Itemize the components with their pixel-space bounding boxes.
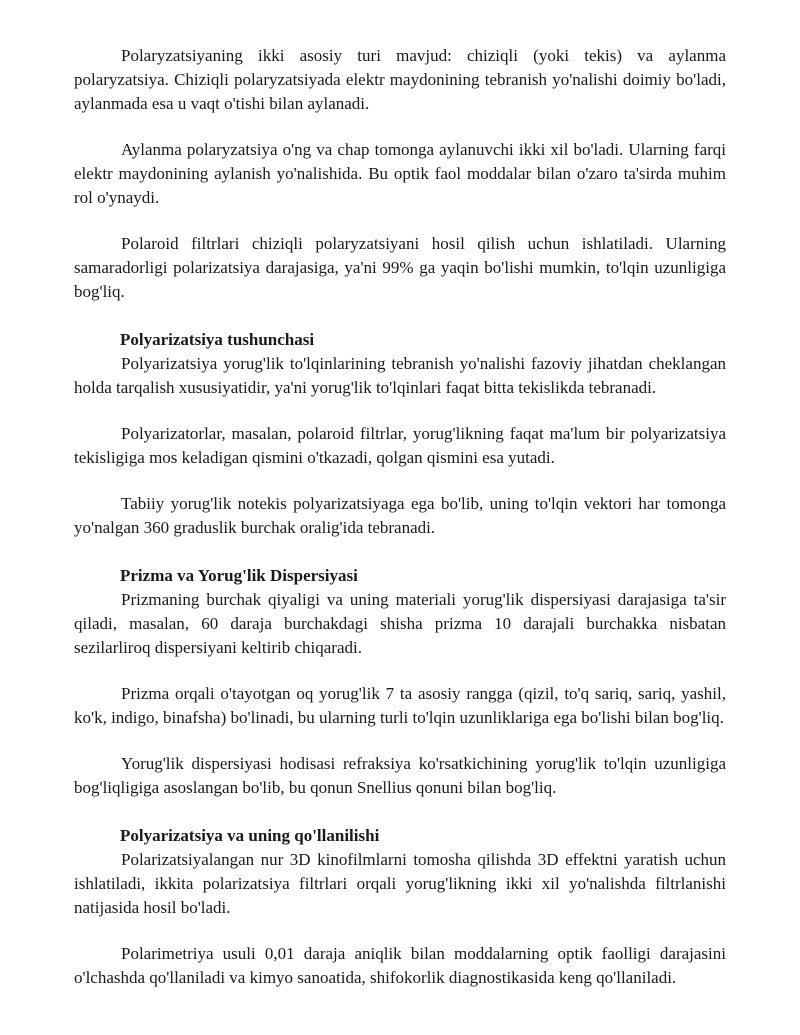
paragraph-polarization-types: Polaryzatsiyaning ikki asosiy turi mavjud: chiziqli (yoki tekis) va aylanma polaryzatsiya. Chiziqli polaryzatsiyada elektr maydonining tebranish yo'nalishi doimiy bo'ladi, aylanmada esa u vaqt o'tishi bilan aylanadi. (74, 46, 726, 113)
paragraph-3d-films: Polarizatsiyalangan nur 3D kinofilmlarni tomosha qilishda 3D effektni yaratish uchun ishlatiladi, ikkita polarizatsiya filtrlari orqali yorug'likning ikki xil yo'nalishda filtrlanishi natijasida hosil bo'ladi. (74, 850, 726, 917)
section-heading-prism-dispersion: Prizma va Yorug'lik Dispersiyasi (120, 566, 358, 585)
paragraph-circular-polarization: Aylanma polaryzatsiya o'ng va chap tomonga aylanuvchi ikki xil bo'ladi. Ularning farqi elektr maydonining aylanish yo'nalishida. Bu optik faol moddalar bilan o'zaro ta'sirda muhim rol o'ynaydi. (74, 140, 726, 207)
section-heading-polarization-applications: Polyarizatsiya va uning qo'llanilishi (120, 826, 380, 845)
paragraph-dispersion-phenomenon: Yorug'lik dispersiyasi hodisasi refraksiya ko'rsatkichining yorug'lik to'lqin uzunligiga bog'liqligiga asoslangan bo'lib, bu qonun Snellius qonuni bilan bog'liq. (74, 754, 726, 797)
paragraph-natural-light: Tabiiy yorug'lik notekis polyarizatsiyaga ega bo'lib, uning to'lqin vektori har tomonga yo'nalgan 360 graduslik burchak oralig'ida tebranadi. (74, 494, 726, 537)
section-heading-polarization-concept: Polyarizatsiya tushunchasi (120, 330, 315, 349)
paragraph-polarization-definition: Polyarizatsiya yorug'lik to'lqinlarining tebranish yo'nalishi fazoviy jihatdan cheklangan holda tarqalish xususiyatidir, ya'ni yorug'lik to'lqinlari faqat bitta tekislikda tebranadi. (74, 354, 726, 397)
paragraph-prism-angle: Prizmaning burchak qiyaligi va uning materiali yorug'lik dispersiyasi darajasiga ta'sir qiladi, masalan, 60 daraja burchakdagi shisha prizma 10 darajali burchakka nisbatan sezilarliroq dispersiyani keltirib chiqaradi. (74, 590, 726, 657)
paragraph-polaroid-filters: Polaroid filtrlari chiziqli polaryzatsiyani hosil qilish uchun ishlatiladi. Ularning samaradorligi polarizatsiya darajasiga, ya'ni 99% ga yaqin bo'lishi mumkin, to'lqin uzunligiga bog'liq. (74, 234, 726, 301)
paragraph-polarizers: Polyarizatorlar, masalan, polaroid filtrlar, yorug'likning faqat ma'lum bir polyarizatsiya tekisligiga mos keladigan qismini o'tkazadi, qolgan qismini esa yutadi. (74, 424, 726, 467)
paragraph-white-light-colors: Prizma orqali o'tayotgan oq yorug'lik 7 ta asosiy rangga (qizil, to'q sariq, sariq, yashil, ko'k, indigo, binafsha) bo'linadi, bu ularning turli to'lqin uzunliklariga ega bo'lishi bilan bog'liq. (74, 684, 726, 727)
paragraph-polarimetry: Polarimetriya usuli 0,01 daraja aniqlik bilan moddalarning optik faolligi darajasini o'lchashda qo'llaniladi va kimyo sanoatida, shifokorlik diagnostikasida keng qo'llaniladi. (74, 944, 726, 987)
